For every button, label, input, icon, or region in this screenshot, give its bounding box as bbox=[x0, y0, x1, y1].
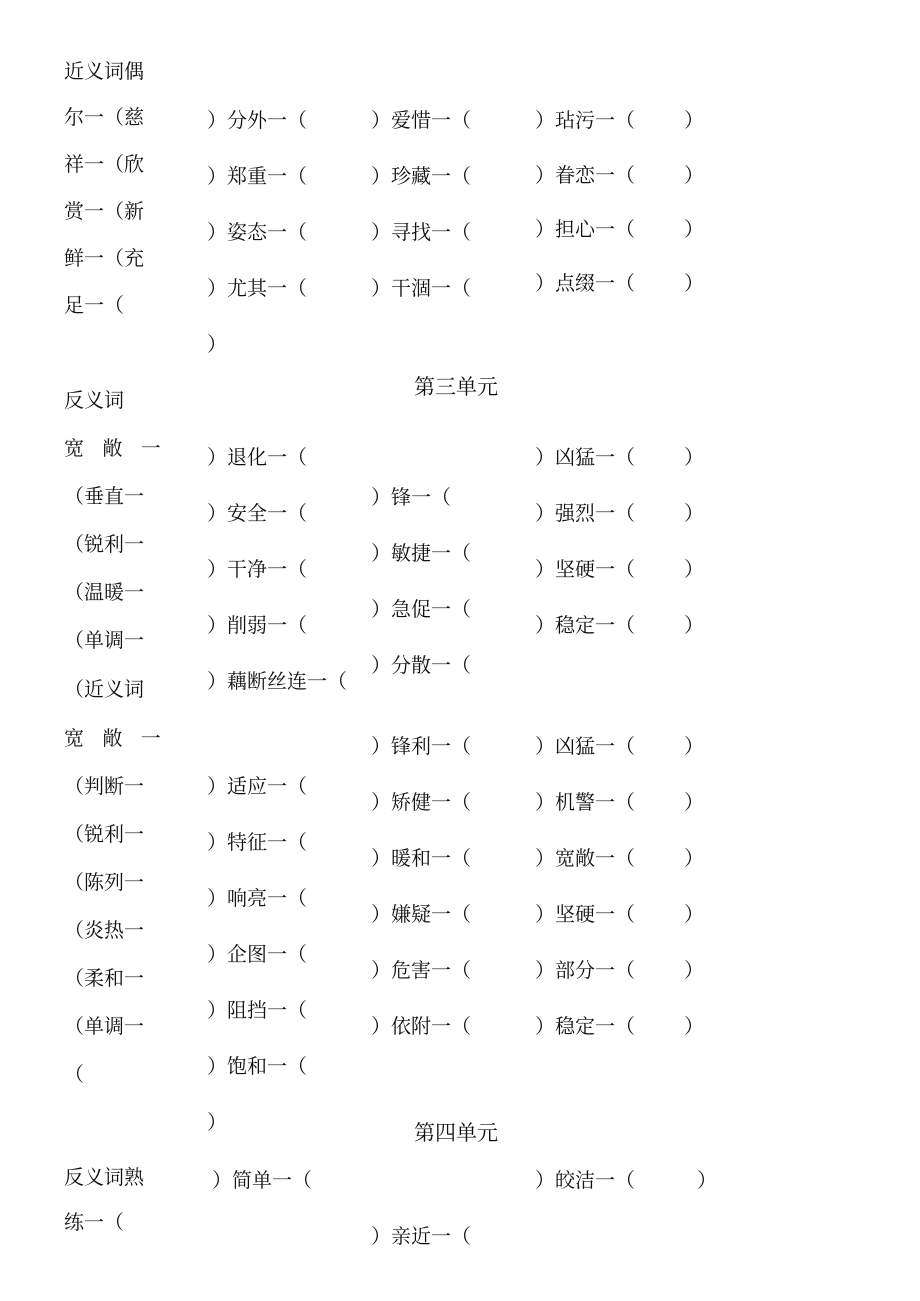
closing-paren: ） bbox=[684, 217, 704, 241]
closing-paren: ） bbox=[684, 790, 704, 814]
word-item: ）部分一（ bbox=[535, 958, 635, 982]
closing-paren: ） bbox=[684, 271, 704, 295]
left-column-line: （单调一 bbox=[64, 1014, 144, 1038]
left-column-line: （陈列一 bbox=[64, 870, 144, 894]
left-column-line: （锐利一 bbox=[64, 532, 144, 556]
left-column-line: （单调一 bbox=[64, 628, 144, 652]
word-item: ）爱惜一（ bbox=[371, 108, 471, 132]
word-item: ）依附一（ bbox=[371, 1014, 471, 1038]
closing-paren: ） bbox=[684, 902, 704, 926]
left-column-line: （ bbox=[64, 1062, 84, 1086]
word-item: ）适应一（ bbox=[207, 774, 307, 798]
word-item: ）眷恋一（ bbox=[535, 163, 635, 187]
antonym-label: 反义词熟 bbox=[64, 1165, 144, 1189]
left-column-line: （炎热一 bbox=[64, 918, 144, 942]
word-item: ）凶猛一（ bbox=[535, 445, 635, 469]
word-item: ）皎洁一（ bbox=[535, 1168, 635, 1192]
word-item: ）玷污一（ bbox=[535, 108, 635, 132]
word-item: ）凶猛一（ bbox=[535, 734, 635, 758]
word-item: ）急促一（ bbox=[371, 597, 471, 621]
word-item: ）宽敞一（ bbox=[535, 846, 635, 870]
closing-paren: ） bbox=[684, 846, 704, 870]
left-column-line: 赏一（新 bbox=[64, 199, 144, 223]
word-item: ）分外一（ bbox=[207, 108, 307, 132]
left-column-line: 祥一（欣 bbox=[64, 152, 144, 176]
word-item: ）藕断丝连一（ bbox=[207, 669, 347, 693]
word-item: ）敏捷一（ bbox=[371, 541, 471, 565]
word-item: ）锋利一（ bbox=[371, 734, 471, 758]
closing-paren: ） bbox=[684, 445, 704, 469]
closing-paren: ） bbox=[684, 734, 704, 758]
closing-paren: ） bbox=[697, 1168, 717, 1192]
closing-paren: ） bbox=[207, 1110, 227, 1134]
left-column-line: 足一（ bbox=[64, 293, 124, 317]
word-item: ）饱和一（ bbox=[207, 1054, 307, 1078]
closing-paren: ） bbox=[684, 108, 704, 132]
word-item: ）珍藏一（ bbox=[371, 164, 471, 188]
word-item: ）阻挡一（ bbox=[207, 998, 307, 1022]
closing-paren: ） bbox=[684, 557, 704, 581]
antonym-label: 反义词 bbox=[64, 388, 124, 412]
word-item: ）稳定一（ bbox=[535, 1014, 635, 1038]
section-title: 第四单元 bbox=[414, 1121, 498, 1145]
left-column-line: （判断一 bbox=[64, 774, 144, 798]
left-column-line: 宽 敞 一 bbox=[64, 436, 167, 460]
word-item: ）暖和一（ bbox=[371, 846, 471, 870]
word-item: ）响亮一（ bbox=[207, 886, 307, 910]
synonym-label: （近义词 bbox=[64, 677, 144, 701]
closing-paren: ） bbox=[684, 501, 704, 525]
word-item: ）危害一（ bbox=[371, 958, 471, 982]
word-item: ）安全一（ bbox=[207, 501, 307, 525]
section-title: 第三单元 bbox=[414, 375, 498, 399]
left-column-line: （垂直一 bbox=[64, 484, 144, 508]
closing-paren: ） bbox=[207, 332, 227, 356]
left-column-line: 尔一（慈 bbox=[64, 105, 144, 129]
word-item: ）矫健一（ bbox=[371, 790, 471, 814]
word-item: ）亲近一（ bbox=[371, 1224, 471, 1248]
word-item: ）点缀一（ bbox=[535, 271, 635, 295]
word-item: ）坚硬一（ bbox=[535, 557, 635, 581]
word-item: ）稳定一（ bbox=[535, 613, 635, 637]
word-item: ）担心一（ bbox=[535, 217, 635, 241]
word-item: ）强烈一（ bbox=[535, 501, 635, 525]
closing-paren: ） bbox=[684, 613, 704, 637]
left-column-line: 鲜一（充 bbox=[64, 246, 144, 270]
word-item: ）尤其一（ bbox=[207, 276, 307, 300]
closing-paren: ） bbox=[684, 163, 704, 187]
word-item: ）企图一（ bbox=[207, 942, 307, 966]
word-item: ）寻找一（ bbox=[371, 220, 471, 244]
word-item: ）退化一（ bbox=[207, 445, 307, 469]
word-item: ）机警一（ bbox=[535, 790, 635, 814]
word-item: ）坚硬一（ bbox=[535, 902, 635, 926]
word-item: ）嫌疑一（ bbox=[371, 902, 471, 926]
left-column-line: （柔和一 bbox=[64, 966, 144, 990]
closing-paren: ） bbox=[684, 958, 704, 982]
left-column-line: 宽 敞 一 bbox=[64, 726, 167, 750]
word-item: ）削弱一（ bbox=[207, 613, 307, 637]
word-item: ）特征一（ bbox=[207, 830, 307, 854]
word-item: ）干涸一（ bbox=[371, 276, 471, 300]
left-column-line: （温暖一 bbox=[64, 580, 144, 604]
left-column-line: 练一（ bbox=[64, 1210, 124, 1234]
word-item: ）锋一（ bbox=[371, 485, 451, 509]
left-column-line: （锐利一 bbox=[64, 822, 144, 846]
word-item: ）郑重一（ bbox=[207, 164, 307, 188]
word-item: ）简单一（ bbox=[212, 1168, 312, 1192]
word-item: ）干净一（ bbox=[207, 557, 307, 581]
word-item: ）姿态一（ bbox=[207, 220, 307, 244]
closing-paren: ） bbox=[684, 1014, 704, 1038]
word-item: ）分散一（ bbox=[371, 653, 471, 677]
synonym-label: 近义词偶 bbox=[64, 59, 144, 83]
